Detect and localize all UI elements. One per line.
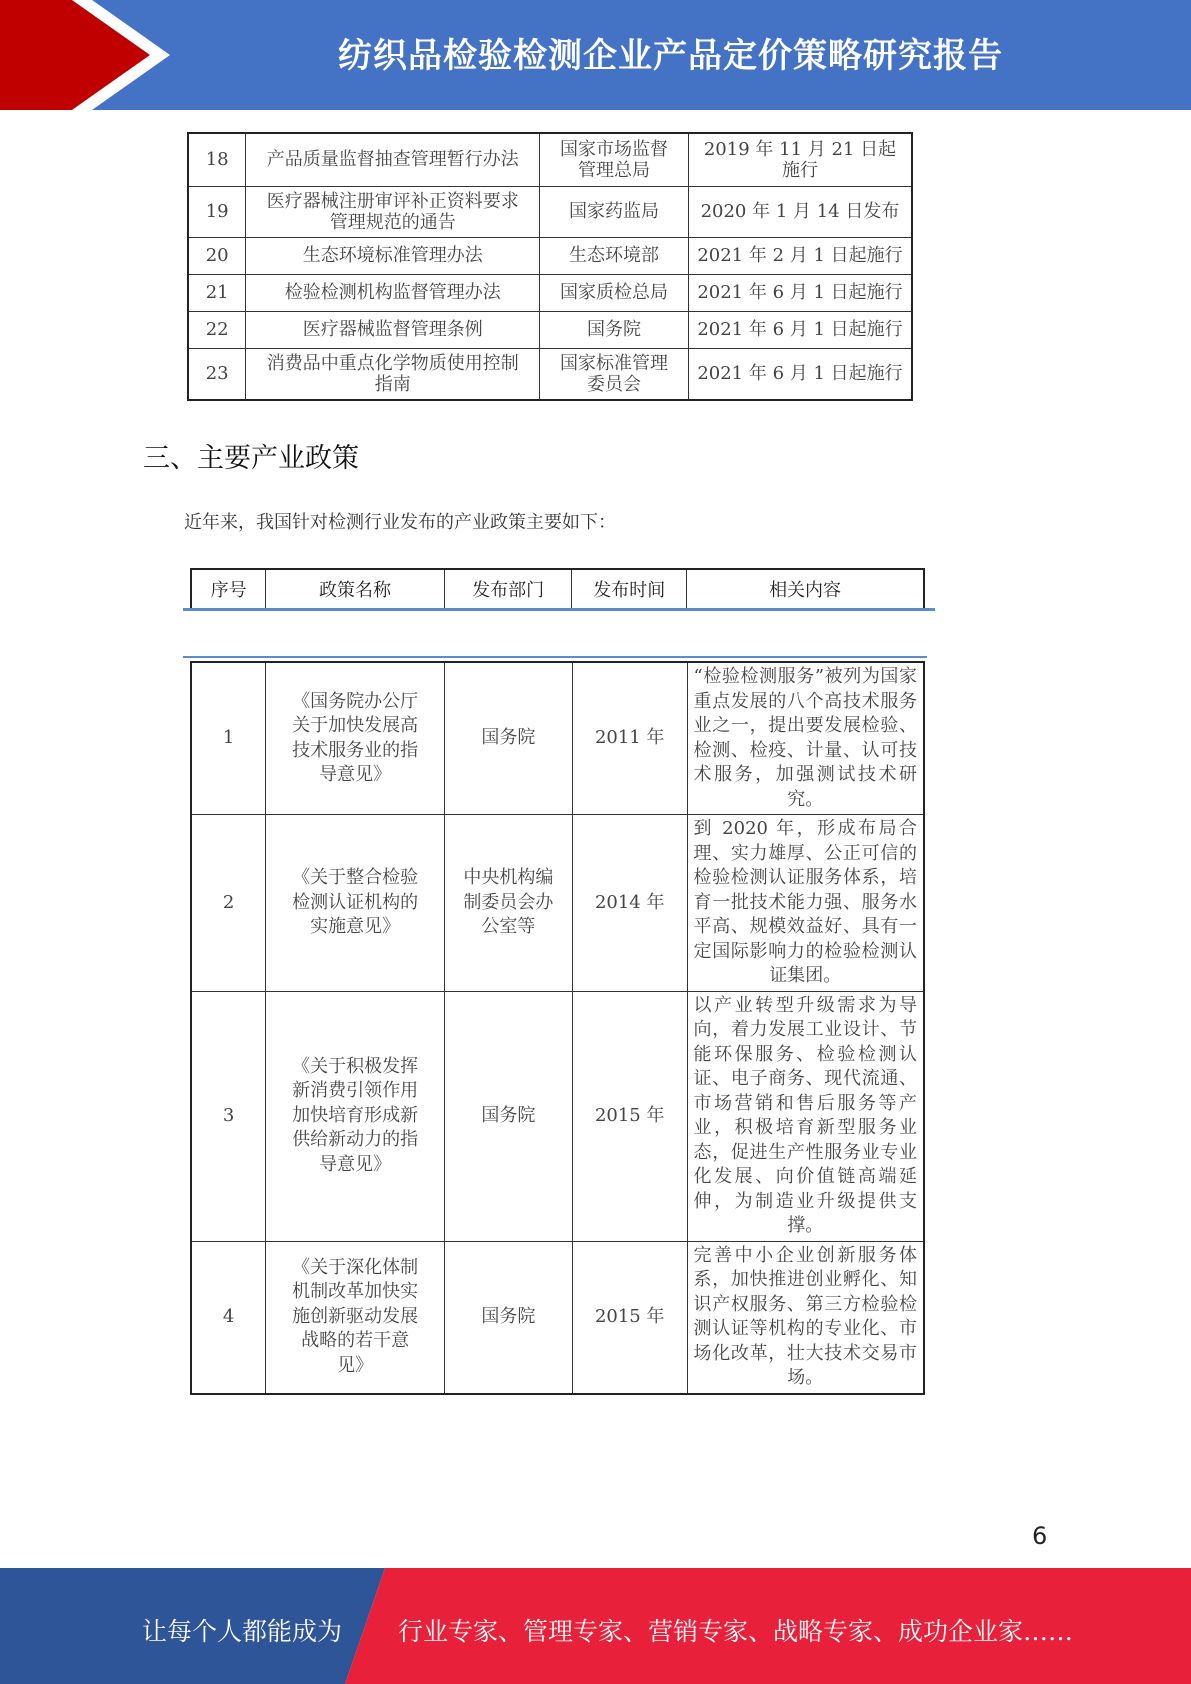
regulation-name: 医疗器械注册审评补正资料要求管理规范的通告 <box>246 186 540 237</box>
release-year: 2011 年 <box>572 662 687 815</box>
row-number: 4 <box>191 1241 266 1394</box>
effective-date: 2021 年 2 月 1 日起施行 <box>688 237 912 274</box>
header-cell: 相关内容 <box>687 569 924 609</box>
issuing-department: 国务院 <box>444 1241 572 1394</box>
issuing-department: 生态环境部 <box>540 237 689 274</box>
row-number: 19 <box>188 186 246 237</box>
regulation-name: 消费品中重点化学物质使用控制指南 <box>246 348 540 400</box>
table-row <box>188 274 912 311</box>
issuing-department: 国家标准管理委员会 <box>540 348 689 400</box>
regulation-name: 检验检测机构监督管理办法 <box>246 274 540 311</box>
table-row <box>188 133 912 186</box>
policy-table-header <box>190 568 925 610</box>
row-number: 18 <box>188 133 246 186</box>
page-number: 6 <box>1032 1522 1048 1550</box>
header-cell: 政策名称 <box>266 569 444 609</box>
effective-date: 2020 年 1 月 14 日发布 <box>688 186 912 237</box>
table-row <box>191 1241 924 1394</box>
issuing-department: 国家药监局 <box>540 186 689 237</box>
effective-date: 2019 年 11 月 21 日起施行 <box>688 133 912 186</box>
policy-content: “检验检测服务”被列为国家重点发展的八个高技术服务业之一，提出要发展检验、检测、检疫、计量、认可技术服务，加强测试技术研究。 <box>687 662 924 815</box>
section-intro-text: 近年来，我国针对检测行业发布的产业政策主要如下： <box>184 512 616 533</box>
policy-name: 《关于积极发挥新消费引领作用加快培育形成新供给新动力的指导意见》 <box>266 991 445 1241</box>
divider-line <box>183 608 935 611</box>
header-cell: 发布时间 <box>572 569 687 609</box>
footer-banner <box>0 1568 1191 1684</box>
footer-slogan-right: 行业专家、管理专家、营销专家、战略专家、成功企业家…… <box>398 1617 1074 1646</box>
issuing-department: 国务院 <box>444 991 572 1241</box>
table-row <box>188 348 912 400</box>
footer-slogan-left: 让每个人都能成为 <box>142 1617 343 1646</box>
table-row <box>191 815 924 992</box>
row-number: 21 <box>188 274 246 311</box>
release-year: 2014 年 <box>572 815 687 992</box>
issuing-department: 国务院 <box>444 662 572 815</box>
table-row <box>188 237 912 274</box>
issuing-department: 国家质检总局 <box>540 274 689 311</box>
policy-content: 到 2020 年，形成布局合理、实力雄厚、公正可信的检验检测认证服务体系，培育一批技术能力强、服务水平高、规模效益好、具有一定国际影响力的检验检测认证集团。 <box>687 815 924 992</box>
policy-content: 以产业转型升级需求为导向，着力发展工业设计、节能环保服务、检验检测认证、电子商务、现代流通、市场营销和售后服务等产业，积极培育新型服务业态，促进生产性服务业专业化发展、向价值链高端延伸，为制造业升级提供支撑。 <box>687 991 924 1241</box>
effective-date: 2021 年 6 月 1 日起施行 <box>688 274 912 311</box>
policy-name: 《关于深化体制机制改革加快实施创新驱动发展战略的若干意见》 <box>266 1241 445 1394</box>
row-number: 22 <box>188 311 246 348</box>
row-number: 3 <box>191 991 266 1241</box>
issuing-department: 国务院 <box>540 311 689 348</box>
release-year: 2015 年 <box>572 1241 687 1394</box>
section-heading: 三、主要产业政策 <box>143 443 359 474</box>
row-number: 23 <box>188 348 246 400</box>
header-cell: 发布部门 <box>444 569 572 609</box>
release-year: 2015 年 <box>572 991 687 1241</box>
table-row <box>188 311 912 348</box>
policy-table <box>190 661 925 1395</box>
table-row <box>191 662 924 815</box>
row-number: 20 <box>188 237 246 274</box>
table-row <box>188 186 912 237</box>
report-title: 纺织品检验检测企业产品定价策略研究报告 <box>338 36 1003 76</box>
policy-name: 《国务院办公厅关于加快发展高技术服务业的指导意见》 <box>266 662 445 815</box>
policy-name: 《关于整合检验检测认证机构的实施意见》 <box>266 815 445 992</box>
header-cell: 序号 <box>191 569 266 609</box>
regulation-name: 医疗器械监督管理条例 <box>246 311 540 348</box>
issuing-department: 国家市场监督管理总局 <box>540 133 689 186</box>
table-row <box>191 991 924 1241</box>
row-number: 2 <box>191 815 266 992</box>
regulation-name: 产品质量监督抽查管理暂行办法 <box>246 133 540 186</box>
divider-line <box>183 656 927 658</box>
regulation-name: 生态环境标准管理办法 <box>246 237 540 274</box>
row-number: 1 <box>191 662 266 815</box>
header-row <box>191 569 924 609</box>
header-banner <box>0 0 1191 110</box>
effective-date: 2021 年 6 月 1 日起施行 <box>688 348 912 400</box>
regulations-table <box>187 132 913 401</box>
issuing-department: 中央机构编制委员会办公室等 <box>444 815 572 992</box>
effective-date: 2021 年 6 月 1 日起施行 <box>688 311 912 348</box>
policy-content: 完善中小企业创新服务体系，加快推进创业孵化、知识产权服务、第三方检验检测认证等机构的专业化、市场化改革，壮大技术交易市场。 <box>687 1241 924 1394</box>
